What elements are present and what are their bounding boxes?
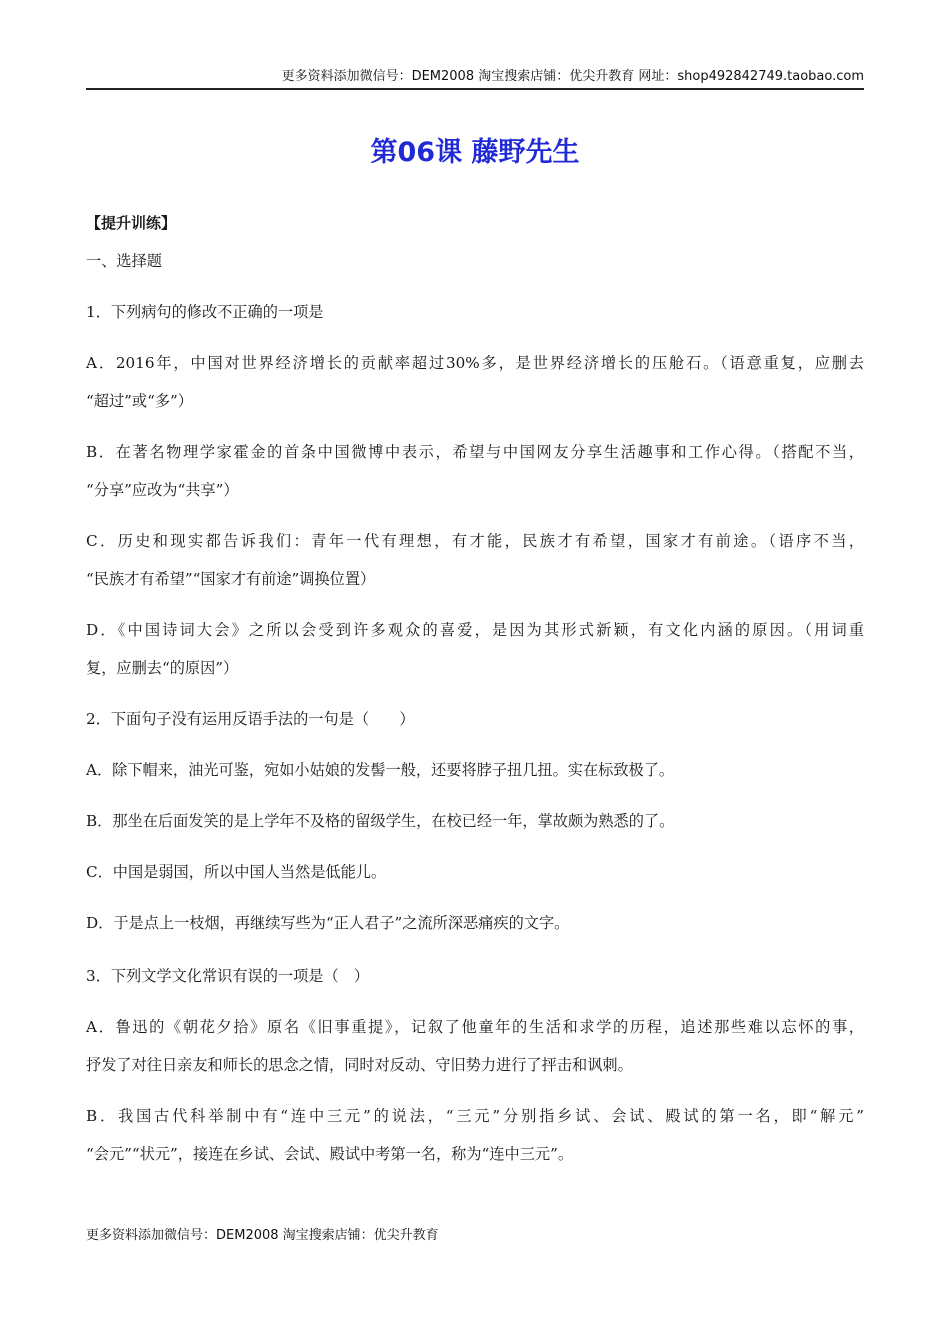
q1-option-a-line2: “超过”或“多”） — [86, 392, 193, 410]
q1-option-d-line2: 复，应删去“的原因”） — [86, 659, 239, 677]
q2-option-b: B．那坐在后面发笑的是上学年不及格的留级学生，在校已经一年，掌故颇为熟悉的了。 — [86, 812, 675, 830]
header-rule — [86, 88, 864, 90]
page-title: 第06课 藤野先生 — [370, 137, 580, 168]
page-footer: 更多资料添加微信号：DEM2008 淘宝搜索店铺：优尖升教育 — [86, 1228, 439, 1243]
q1-option-c-line1: C．历史和现实都告诉我们：青年一代有理想，有才能，民族才有希望，国家才有前途。（语序不当， — [86, 532, 864, 550]
q2-option-a: A．除下帽来，油光可鉴，宛如小姑娘的发髻一般，还要将脖子扭几扭。实在标致极了。 — [86, 761, 675, 779]
question-1-stem: 1．下列病句的修改不正确的一项是 — [86, 303, 324, 321]
q3-option-a-line1: A．鲁迅的《朝花夕拾》原名《旧事重提》，记叙了他童年的生活和求学的历程，追述那些难以忘怀的事， — [86, 1018, 864, 1036]
section-tag: 【提升训练】 — [86, 214, 177, 232]
q1-option-b-line1: B．在著名物理学家霍金的首条中国微博中表示，希望与中国网友分享生活趣事和工作心得。（搭配不当， — [86, 443, 864, 461]
question-2-stem: 2．下面句子没有运用反语手法的一句是（ ） — [86, 710, 415, 728]
q1-option-a-line1: A．2016年，中国对世界经济增长的贡献率超过30%多，是世界经济增长的压舱石。（语意重复，应删去 — [86, 354, 864, 372]
q1-option-d-line1: D．《中国诗词大会》之所以会受到许多观众的喜爱，是因为其形式新颖，有文化内涵的原因。（用词重 — [86, 621, 864, 639]
q3-option-b-line2: “会元”“状元”，接连在乡试、会试、殿试中考第一名，称为“连中三元”。 — [86, 1145, 574, 1163]
q3-option-b-line1: B．我国古代科举制中有“连中三元”的说法，“三元”分别指乡试、会试、殿试的第一名，即“解元” — [86, 1107, 864, 1125]
section-heading: 一、选择题 — [86, 252, 162, 270]
q2-option-c: C．中国是弱国，所以中国人当然是低能儿。 — [86, 863, 387, 881]
question-3-stem: 3．下列文学文化常识有误的一项是（ ） — [86, 967, 370, 985]
q1-option-b-line2: “分享”应改为“共享”） — [86, 481, 239, 499]
q3-option-a-line2: 抒发了对往日亲友和师长的思念之情，同时对反动、守旧势力进行了抨击和讽刺。 — [86, 1056, 633, 1074]
q1-option-c-line2: “民族才有希望”“国家才有前途”调换位置） — [86, 570, 376, 588]
q2-option-d: D．于是点上一枝烟，再继续写些为“正人君子”之流所深恶痛疾的文字。 — [86, 914, 570, 932]
page-header: 更多资料添加微信号：DEM2008 淘宝搜索店铺：优尖升教育 网址：shop492842749.taobao.com — [281, 69, 864, 84]
